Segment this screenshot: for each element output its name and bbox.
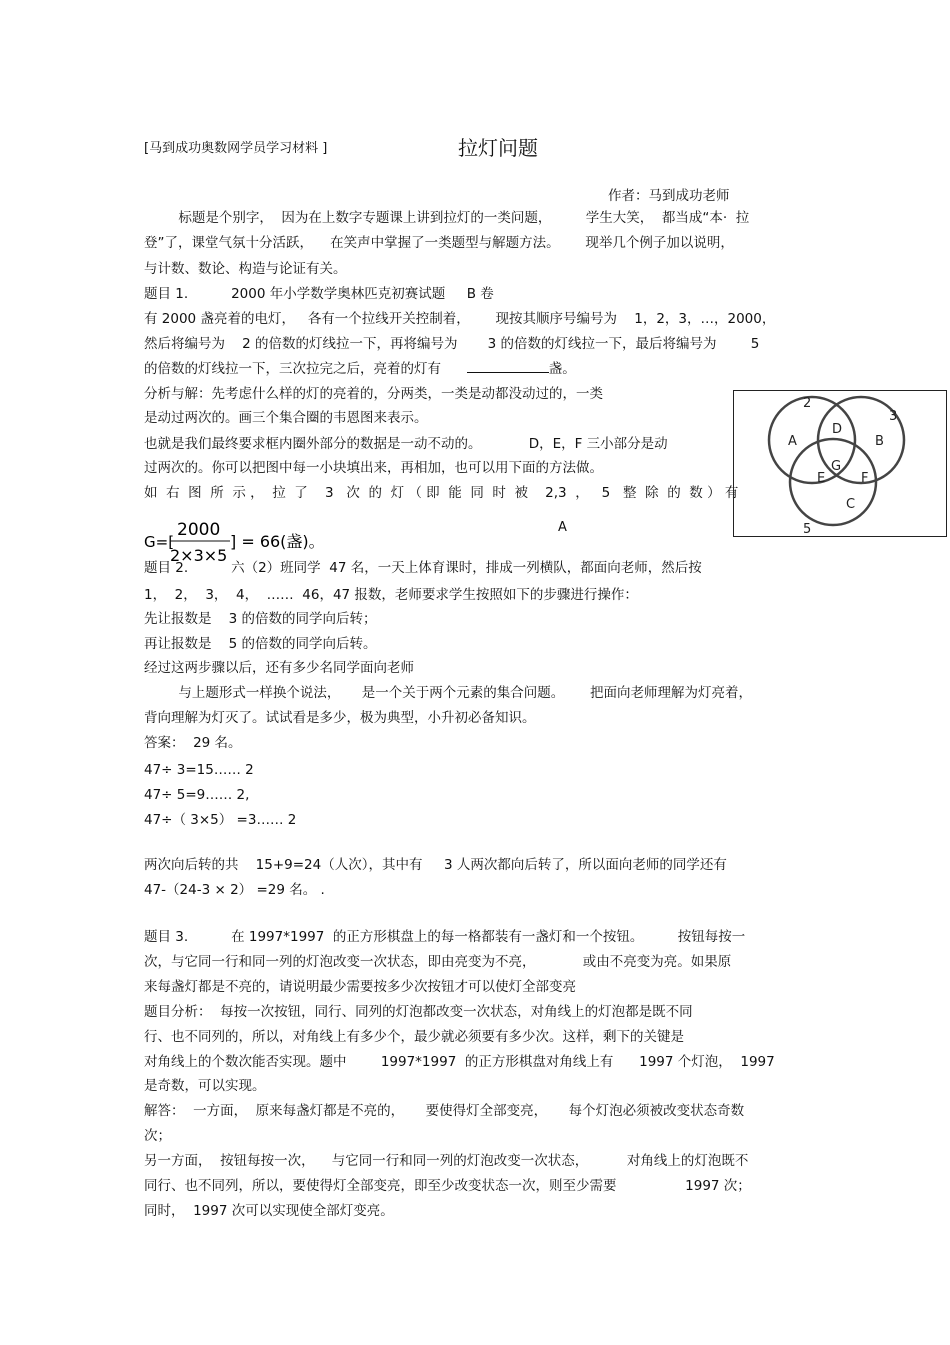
text-line (144, 1152, 748, 1170)
venn-label-e: E (817, 471, 826, 486)
formula-svg (144, 517, 344, 567)
text-line (144, 1028, 684, 1046)
text-line-content: 同时， 1997 次可以实现使全部灯变亮。 (144, 1203, 394, 1219)
text-line-content: 再让报数是 5 的倍数的同学向后转。 (144, 636, 377, 652)
text-line (144, 856, 727, 874)
text-line-content: 次，与它同一行和同一列的灯泡改变一次状态，即由亮变为不亮， 或由不亮变为亮。如果原 (144, 954, 732, 970)
text-line (144, 786, 249, 804)
text-line-content: 经过这两步骤以后，还有多少名同学面向老师 (144, 660, 414, 676)
text-line (144, 659, 414, 677)
text-line (144, 335, 759, 353)
text-line (144, 209, 749, 227)
text-line (144, 409, 428, 427)
text-line-content: 的倍数的灯线拉一下，三次拉完之后，亮着的灯有 (144, 361, 441, 377)
venn-label-3: 3 (889, 409, 898, 424)
text-line (144, 1003, 693, 1021)
text-line-content: 登”了，课堂气氛十分活跃， 在笑声中掌握了一类题型与解题方法。 现举几个例子加以说明， (144, 235, 734, 251)
text-line-suffix: 盏。 (548, 361, 576, 377)
venn-label-5: 5 (803, 522, 812, 537)
text-line-content: 两次向后转的共 15+9=24（人次），其中有 3 人两次都向后转了，所以面向老师的同学还有 (144, 857, 727, 873)
author-line: 作者：马到成功老师 (608, 188, 730, 204)
venn-label-a: A (788, 434, 797, 449)
text-line-content: 题目分析： 每按一次按钮，同行、同列的灯泡都改变一次状态，对角线上的灯泡都是既不同 (144, 1004, 693, 1020)
text-line (144, 881, 325, 899)
text-line (144, 360, 576, 378)
text-line-content: 题目 1. 2000 年小学数学奥林匹克初赛试题 B 卷 (144, 286, 494, 302)
venn-label-2: 2 (803, 396, 812, 411)
text-line-content: 答案： 29 名。 (144, 735, 242, 751)
text-line (144, 1053, 775, 1071)
text-line-content: 与计数、数论、构造与论证有关。 (144, 261, 347, 277)
text-line (144, 385, 603, 403)
formula (144, 517, 344, 571)
stray-label: A (558, 520, 567, 535)
text-line-content: 题目 3. 在 1997*1997 的正方形棋盘上的每一格都装有一盏灯和一个按钮。 按钮每按一 (144, 929, 746, 945)
source-header: [马到成功奥数网学员学习材料 ] (144, 141, 328, 156)
venn-label-d: D (832, 422, 843, 437)
text-line-content: 标题是个别字， 因为在上数字专题课上讲到拉灯的一类问题， 学生大笑， 都当成“本· 拉 (144, 210, 750, 226)
formula-denominator: 2×3×5 (170, 546, 228, 565)
text-line (144, 610, 377, 628)
text-line (144, 761, 254, 779)
venn-diagram (733, 390, 947, 537)
text-line-content: 同行、也不同列，所以，要使得灯全部变亮，即至少改变状态一次，则至少需要 1997 次； (144, 1178, 751, 1194)
text-line (144, 635, 377, 653)
text-line-content: 过两次的。你可以把图中每一小块填出来，再相加，也可以用下面的方法做。 (144, 460, 603, 476)
text-line-content: 次； (144, 1128, 171, 1144)
text-line (144, 734, 242, 752)
text-line (144, 310, 775, 328)
text-line (144, 435, 668, 453)
text-line (144, 260, 347, 278)
venn-label-b: B (875, 434, 884, 449)
formula-suffix: ] = 66(盏)。 (230, 532, 325, 551)
text-line-content: 有 2000 盏亮着的电灯， 各有一个拉线开关控制着， 现按其顺序号编号为 1，2，3，…，2000， (144, 311, 776, 327)
text-line (144, 1127, 171, 1145)
text-line-content: 1， 2， 3， 4， …… 46，47 报数，老师要求学生按照如下的步骤进行操作： (144, 587, 638, 603)
text-line (144, 953, 731, 971)
text-line (144, 285, 494, 303)
venn-label-c: C (846, 497, 856, 512)
text-line (144, 459, 603, 477)
text-line-content: 分析与解：先考虑什么样的灯的亮着的，分两类，一类是动都没动过的，一类 (144, 386, 603, 402)
text-line (144, 1102, 744, 1120)
text-line (144, 1177, 751, 1195)
text-line (144, 484, 738, 502)
text-line-content: 也就是我们最终要求框内圈外部分的数据是一动不动的。 D，E，F 三小部分是动 (144, 436, 668, 452)
text-line-content: 与上题形式一样换个说法， 是一个关于两个元素的集合问题。 把面向老师理解为灯亮着， (144, 685, 753, 701)
text-line-content: 是动过两次的。画三个集合圈的韦恩图来表示。 (144, 410, 428, 426)
text-line-content: 另一方面， 按钮每按一次， 与它同一行和同一列的灯泡改变一次状态， 对角线上的灯泡既不 (144, 1153, 749, 1169)
text-line (144, 978, 576, 996)
page-title: 拉灯问题 (458, 136, 538, 160)
text-line (144, 928, 745, 946)
text-line-content: 47÷ 5=9…… 2, (144, 787, 250, 803)
text-line-content: 题目 2. 六（2）班同学 47 名，一天上体育课时，排成一列横队，都面向老师，然后按 (144, 560, 702, 576)
text-line (144, 234, 734, 252)
text-line-content: 行、也不同列的，所以，对角线上有多少个，最少就必须要有多少次。这样，剩下的关键是 (144, 1029, 684, 1045)
text-line-content: 来每盏灯都是不亮的，请说明最少需要按多少次按钮才可以使灯全部变亮 (144, 979, 576, 995)
text-line (144, 586, 638, 604)
text-line-content: 背向理解为灯灭了。试试看是多少，极为典型，小升初必备知识。 (144, 710, 536, 726)
answer-blank (467, 360, 549, 373)
text-line-content: 对角线上的个数次能否实现。题中 1997*1997 的正方形棋盘对角线上有 1997 个灯泡， 1997 (144, 1054, 775, 1070)
text-line-content: 47÷（ 3×5） =3…… 2 (144, 812, 297, 828)
text-line-content: 如 右 图 所 示 ， 拉 了 3 次 的 灯 （ 即 能 同 时 被 2,3 ， 5 整 除 的 数 ） 有 (144, 485, 739, 501)
text-line (144, 709, 536, 727)
venn-label-g: G (831, 459, 842, 474)
venn-label-f: F (861, 471, 869, 486)
formula-numerator: 2000 (177, 520, 221, 540)
text-line (144, 1077, 266, 1095)
formula-prefix: G=[ (144, 533, 175, 551)
text-line-content: 先让报数是 3 的倍数的同学向后转； (144, 611, 377, 627)
text-line (144, 1202, 394, 1220)
text-line-content: 47÷ 3=15…… 2 (144, 762, 254, 778)
text-line-content: 是奇数，可以实现。 (144, 1078, 266, 1094)
text-line (144, 811, 296, 829)
text-line (144, 684, 752, 702)
text-line-content: 然后将编号为 2 的倍数的灯线拉一下，再将编号为 3 的倍数的灯线拉一下，最后将编号为 5 (144, 336, 760, 352)
text-line-content: 解答： 一方面， 原来每盏灯都是不亮的， 要使得灯全部变亮， 每个灯泡必须被改变状态奇数 (144, 1103, 745, 1119)
text-line-content: 47-（24-3 × 2） =29 名。 . (144, 882, 325, 898)
